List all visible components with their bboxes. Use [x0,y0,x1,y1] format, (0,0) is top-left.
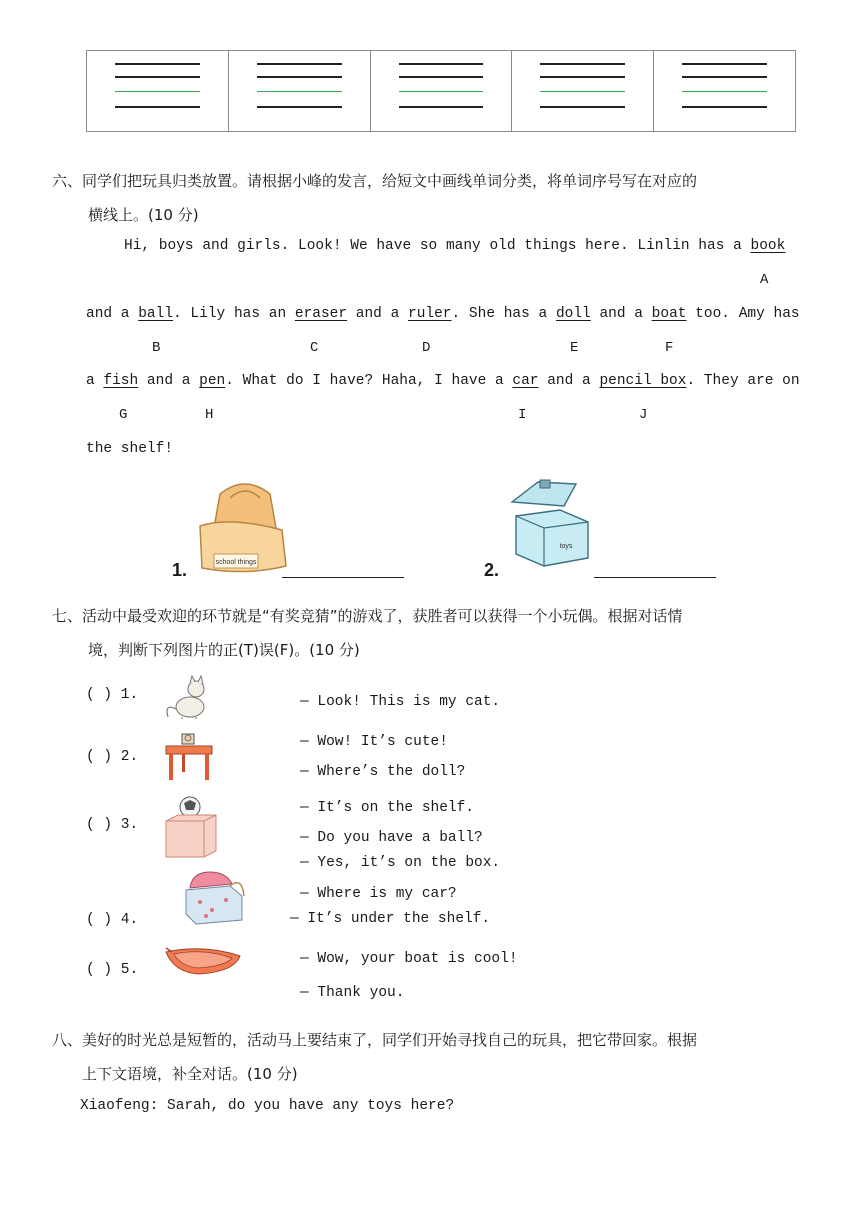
letter-label: E [570,340,579,356]
section6-heading: 六、同学们把玩具归类放置。请根据小峰的发言，给短文中画线单词分类，将单词序号写在对应的 [52,172,698,190]
dialog-line: — It’s on the shelf. [300,800,475,816]
tf-item-2[interactable]: ( ) 2. [86,749,139,765]
tf-item-1[interactable]: ( ) 1. [86,687,139,703]
letter-label: B [152,340,161,356]
passage-line-4: the shelf! [86,441,174,457]
passage-line-3: a fish and a pen. What do I have? Haha, I have a car and a pencil box. They are on [86,373,800,389]
underlined-word: eraser [294,306,348,322]
dialog-line: — Where is my car? [300,886,457,902]
letter-label: G [119,407,128,423]
toybox-label: toys [559,543,573,550]
underlined-word: ruler [408,306,452,322]
dialog-line: — Do you have a ball? [300,830,483,846]
section8-heading-cont: 上下文语境，补全对话。(10 分) [82,1065,298,1083]
answer-line-1[interactable] [282,577,404,578]
letter-label: D [422,340,431,356]
dialog-line: — Yes, it’s on the box. [300,855,501,871]
section6-heading-cont: 横线上。(10 分) [88,206,199,224]
writing-cell[interactable] [229,51,371,131]
letter-label: A [760,272,769,288]
writing-cell[interactable] [512,51,654,131]
tf-item-4[interactable]: ( ) 4. [86,912,139,928]
schoolbag-icon [190,476,300,582]
underlined-word: book [750,238,786,254]
letter-label: F [665,340,674,356]
item-number: 2. [484,560,500,580]
dialog-line: Xiaofeng: Sarah, do you have any toys here? [80,1098,455,1114]
toybox-icon [504,476,594,572]
passage-text: Hi, boys and girls. Look! We have so many old things here. Linlin has a [124,238,751,254]
underlined-word: car [512,373,539,389]
dialog-line: — It’s under the shelf. [290,911,491,927]
table-with-doll-icon [160,732,218,784]
dialog-line: — Thank you. [300,985,405,1001]
dialog-line: — Where’s the doll? [300,764,466,780]
letter-label: J [639,407,648,423]
underlined-word: ball [138,306,174,322]
cat-icon [160,673,212,721]
underlined-word: pencil box [599,373,687,389]
answer-line-2[interactable] [594,577,716,578]
dialog-line: — Wow, your boat is cool! [300,951,518,967]
letter-label: I [518,407,527,423]
writing-grid [86,50,796,132]
letter-label: H [205,407,214,423]
passage-line-2: and a ball. Lily has an eraser and a ruler. She has a doll and a boat too. Amy has [86,306,800,322]
dialog-line: — Look! This is my cat. [300,694,501,710]
underlined-word: boat [651,306,687,322]
item-number: 1. [172,560,188,580]
tf-item-3[interactable]: ( ) 3. [86,817,139,833]
passage-line-1 [124,238,785,254]
dialog-line: — Wow! It’s cute! [300,734,448,750]
letter-label: C [310,340,319,356]
boat-icon [164,942,244,978]
section7-heading-cont: 境，判断下列图片的正(T)误(F)。(10 分) [88,641,360,659]
writing-cell[interactable] [87,51,229,131]
schoolbag-label: school things [215,559,257,566]
tf-item-5[interactable]: ( ) 5. [86,962,139,978]
writing-cell[interactable] [371,51,513,131]
car-in-box-icon [182,866,246,926]
section7-heading: 七、活动中最受欢迎的环节就是“有奖竞猜”的游戏了，获胜者可以获得一个小玩偶。根据对话情 [52,607,683,625]
underlined-word: fish [103,373,139,389]
section8-heading: 八、美好的时光总是短暂的，活动马上要结束了，同学们开始寻找自己的玩具，把它带回家。根据 [52,1031,698,1049]
underlined-word: pen [199,373,226,389]
underlined-word: doll [555,306,591,322]
ball-on-box-icon [160,795,220,859]
writing-cell[interactable] [654,51,795,131]
